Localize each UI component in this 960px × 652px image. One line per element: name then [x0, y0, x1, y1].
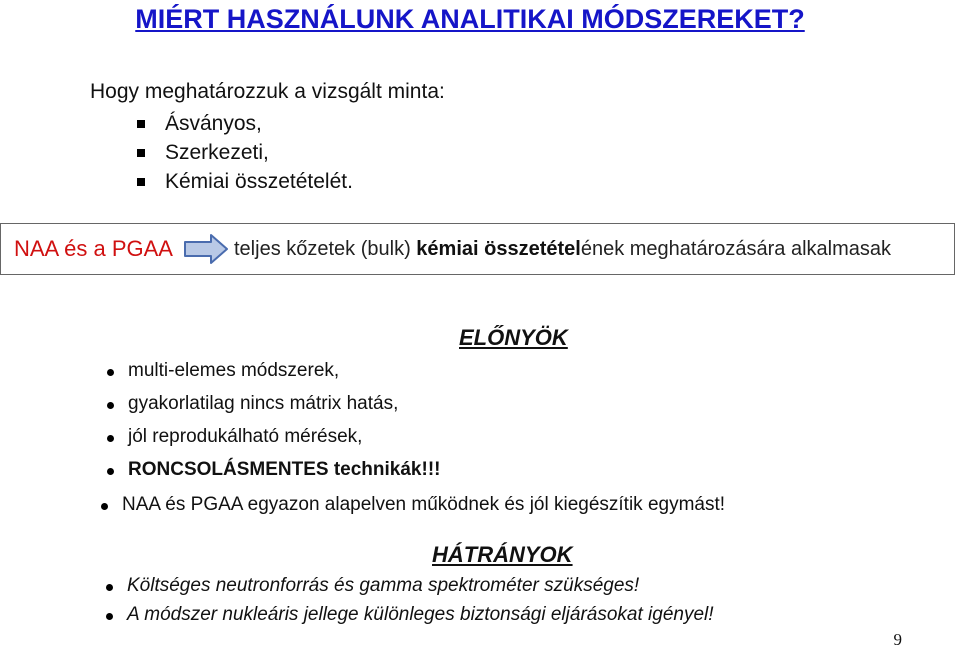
list-item	[137, 167, 353, 196]
disadvantages-heading: HÁTRÁNYOK	[432, 542, 573, 567]
advantage-summary-label: NAA és PGAA egyazon alapelven működnek és jól kiegészítik egymást!	[122, 494, 726, 515]
bullet-icon	[107, 369, 114, 376]
bullet-icon	[107, 435, 114, 442]
naa-pgaa-label: NAA és a PGAA	[14, 236, 173, 261]
advantage-item	[128, 393, 398, 415]
naa-text-bold: kémiai összetétel	[416, 238, 581, 260]
list-item-label: Kémiai összetételét.	[165, 170, 353, 193]
advantage-item	[128, 426, 362, 448]
advantage-label: multi-elemes módszerek,	[128, 360, 340, 381]
naa-text-part: teljes kőzetek (bulk)	[234, 238, 417, 260]
advantage-summary	[122, 494, 725, 516]
square-bullet-icon	[137, 178, 145, 186]
purpose-list	[137, 109, 353, 196]
disadvantage-item	[127, 575, 639, 597]
bullet-icon	[101, 503, 108, 510]
list-item-label: Szerkezeti,	[165, 141, 269, 164]
advantage-label: RONCSOLÁSMENTES technikák!!!	[128, 459, 441, 480]
intro-text: Hogy meghatározzuk a vizsgált minta:	[90, 80, 445, 103]
bullet-icon	[106, 613, 113, 620]
advantage-label: gyakorlatilag nincs mátrix hatás,	[128, 393, 399, 414]
advantage-label: jól reprodukálható mérések,	[128, 426, 363, 447]
naa-text-part: ének meghatározására alkalmasak	[580, 238, 891, 260]
page-number: 9	[893, 630, 902, 649]
list-item	[137, 138, 353, 167]
advantage-item	[128, 459, 440, 481]
slide-title: MIÉRT HASZNÁLUNK ANALITIKAI MÓDSZEREKET?	[135, 4, 805, 34]
list-item	[137, 109, 353, 138]
square-bullet-icon	[137, 120, 145, 128]
right-arrow-icon	[183, 232, 229, 266]
bullet-icon	[107, 468, 114, 475]
naa-pgaa-description	[234, 238, 891, 261]
disadvantage-label: Költséges neutronforrás és gamma spektrométer szükséges!	[127, 575, 640, 596]
advantages-heading: ELŐNYÖK	[459, 325, 568, 350]
advantage-item	[128, 360, 339, 382]
square-bullet-icon	[137, 149, 145, 157]
disadvantage-label: A módszer nukleáris jellege különleges biztonsági eljárásokat igényel!	[127, 604, 714, 625]
disadvantage-item	[127, 604, 714, 626]
bullet-icon	[107, 402, 114, 409]
bullet-icon	[106, 584, 113, 591]
list-item-label: Ásványos,	[165, 112, 262, 135]
